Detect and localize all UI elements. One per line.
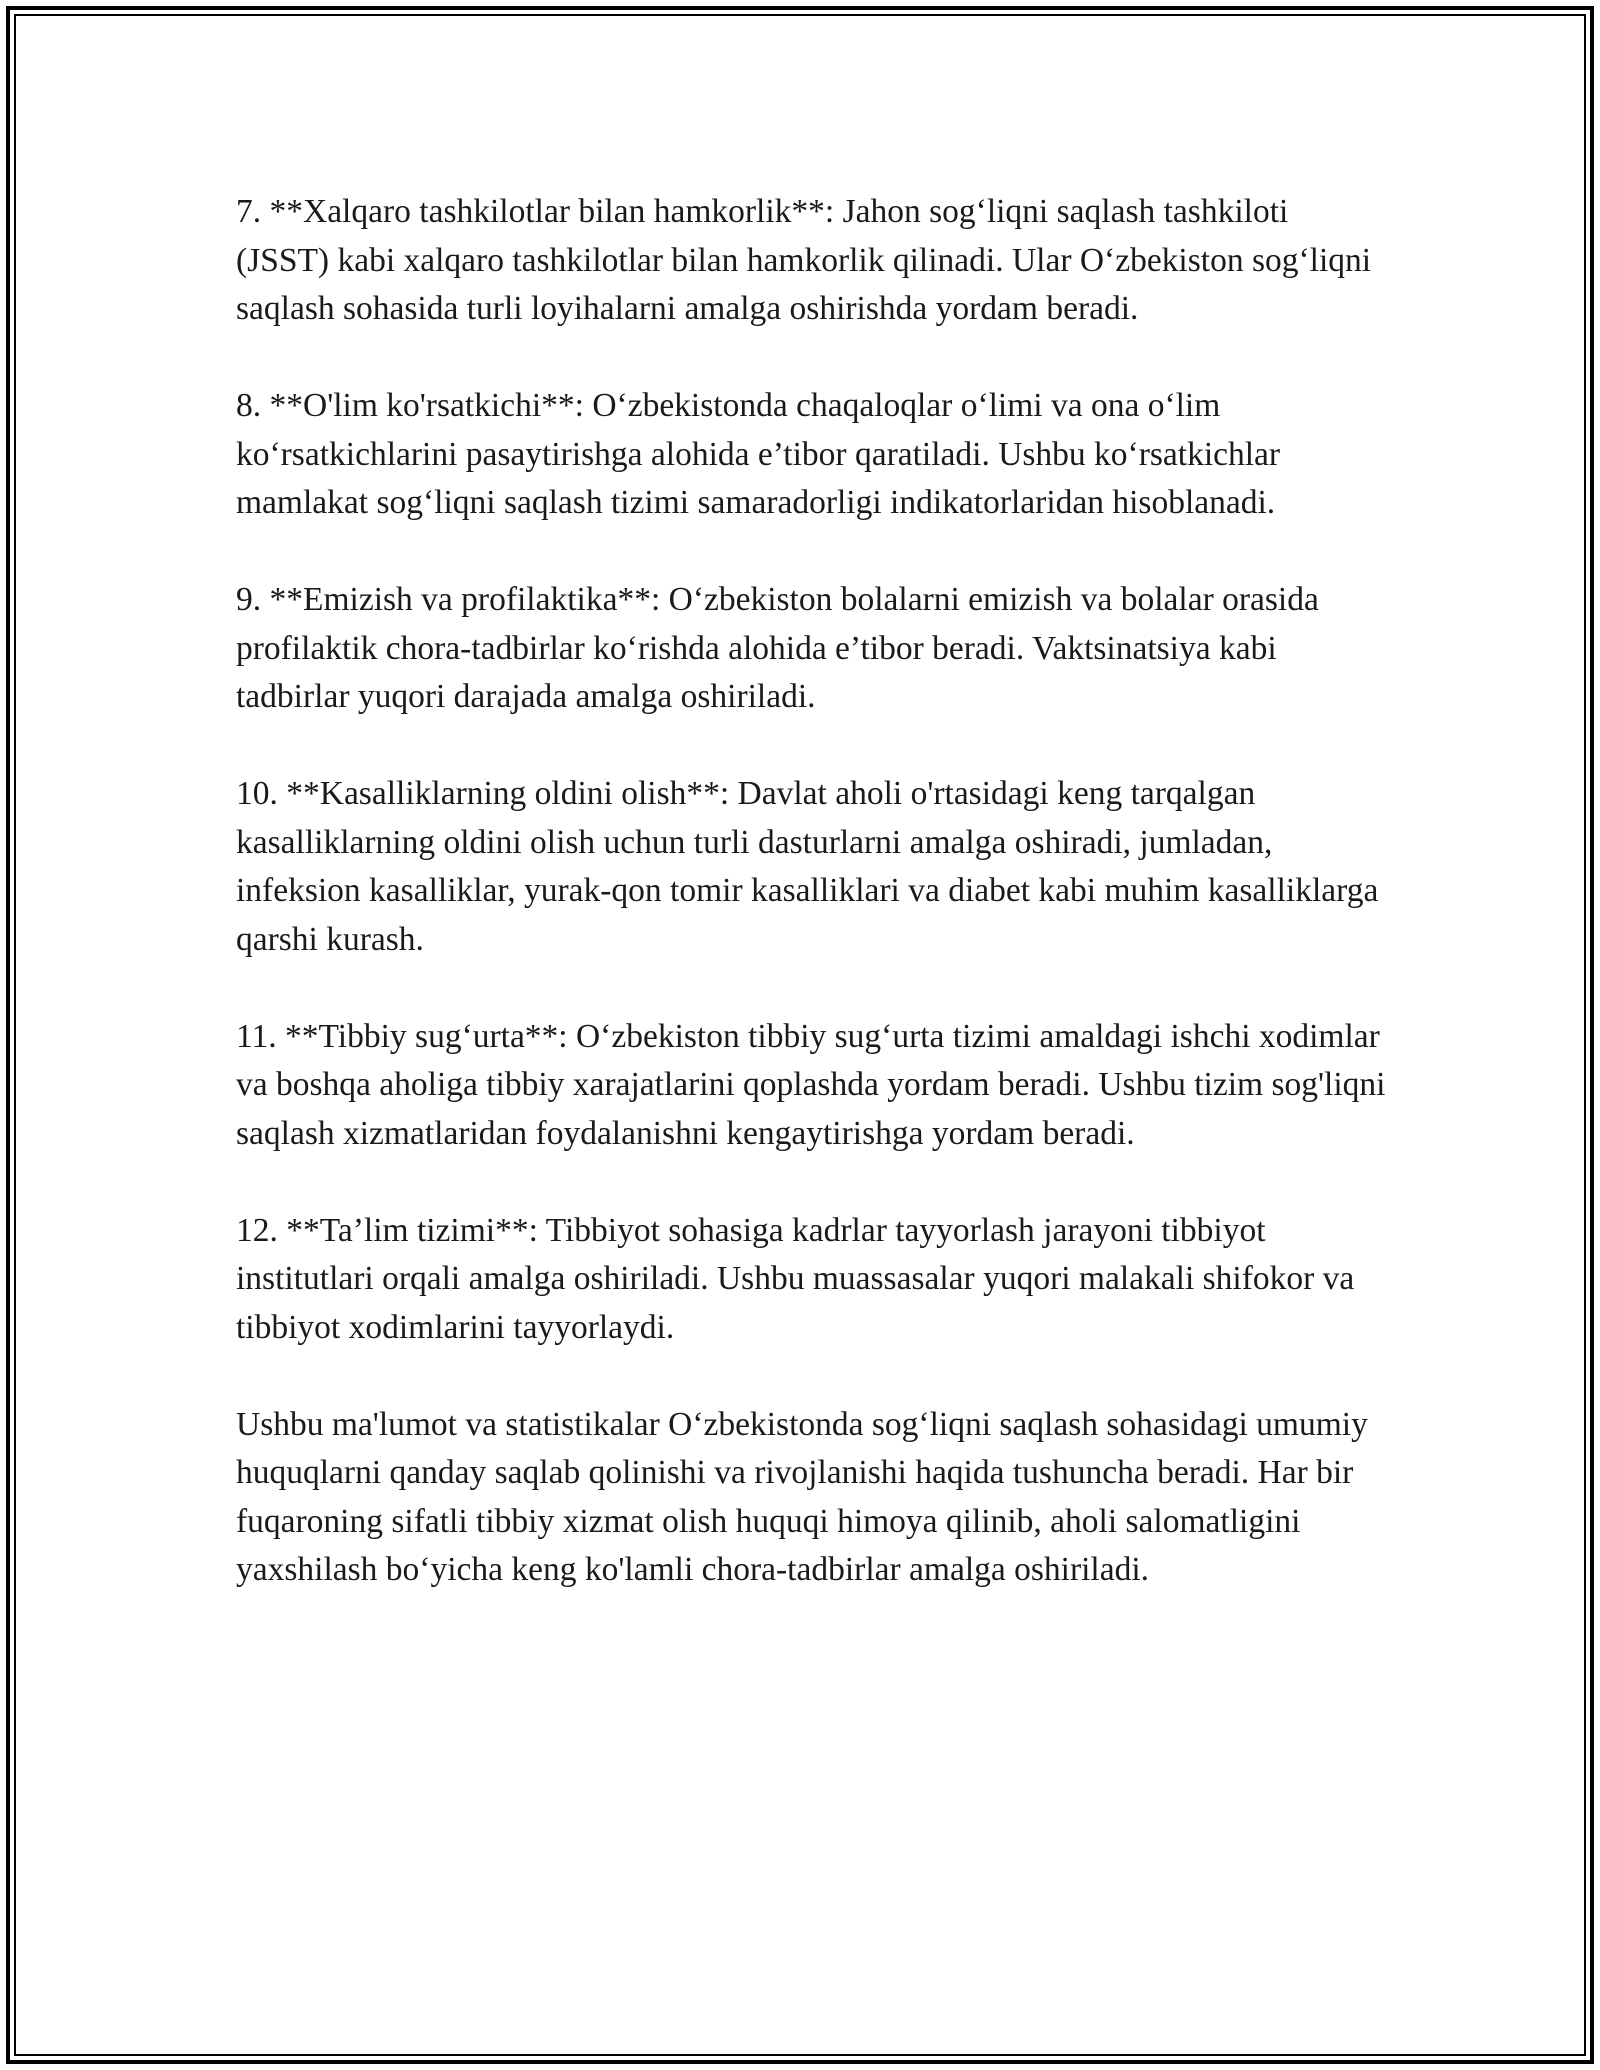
paragraph-conclusion: Ushbu ma'lumot va statistikalar O‘zbekistonda sog‘liqni saqlash sohasidagi umumiy huquqlarni qanday saqlab qolinishi va rivojlanishi haqida tushuncha beradi. Har bir fuqaroning sifatli tibbiy xizmat olish huquqi himoya qilinib, aholi salomatligini yaxshilash bo‘yicha keng ko'lamli chora-tadbirlar amalga oshiriladi. — [236, 1405, 1368, 1588]
document-body — [236, 188, 1386, 1643]
paragraph-breastfeeding-prevention: 9. **Emizish va profilaktika**: O‘zbekiston bolalarni emizish va bolalar orasida profilaktik chora-tadbirlar ko‘rishda alohida e’tibor beradi. Vaktsinatsiya kabi tadbirlar yuqori darajada amalga oshiriladi. — [236, 581, 1319, 715]
paragraph-medical-insurance: 11. **Tibbiy sug‘urta**: O‘zbekiston tibbiy sug‘urta tizimi amaldagi ishchi xodimlar va boshqa aholiga tibbiy xarajatlarini qoplashda yordam beradi. Ushbu tizim sog'liqni saqlash xizmatlaridan foydalanishni kengaytirishga yordam beradi. — [236, 1017, 1386, 1152]
paragraph-disease-prevention: 10. **Kasalliklarning oldini olish**: Davlat aholi o'rtasidagi keng tarqalgan kasalliklarning oldini olish uchun turli dasturlarni amalga oshiradi, jumladan, infeksion kasalliklar, yurak-qon tomir kasalliklari va diabet kabi muhim kasalliklarga qarshi kurash. — [236, 775, 1379, 958]
paragraph-international-cooperation: 7. **Xalqaro tashkilotlar bilan hamkorlik**: Jahon sog‘liqni saqlash tashkiloti (JSST) kabi xalqaro tashkilotlar bilan hamkorlik qilinadi. Ular O‘zbekiston sog‘liqni saqlash sohasida turli loyihalarni amalga oshirishda yordam beradi. — [236, 193, 1372, 327]
paragraph-education-system: 12. **Ta’lim tizimi**: Tibbiyot sohasiga kadrlar tayyorlash jarayoni tibbiyot institutlari orqali amalga oshiriladi. Ushbu muassasalar yuqori malakali shifokor va tibbiyot xodimlarini tayyorlaydi. — [236, 1211, 1355, 1346]
paragraph-mortality-indicator: 8. **O'lim ko'rsatkichi**: O‘zbekistonda chaqaloqlar o‘limi va ona o‘lim ko‘rsatkichlarini pasaytirishga alohida e’tibor qaratiladi. Ushbu ko‘rsatkichlar mamlakat sog‘liqni saqlash tizimi samaradorligi indikatorlaridan hisoblanadi. — [236, 387, 1281, 521]
